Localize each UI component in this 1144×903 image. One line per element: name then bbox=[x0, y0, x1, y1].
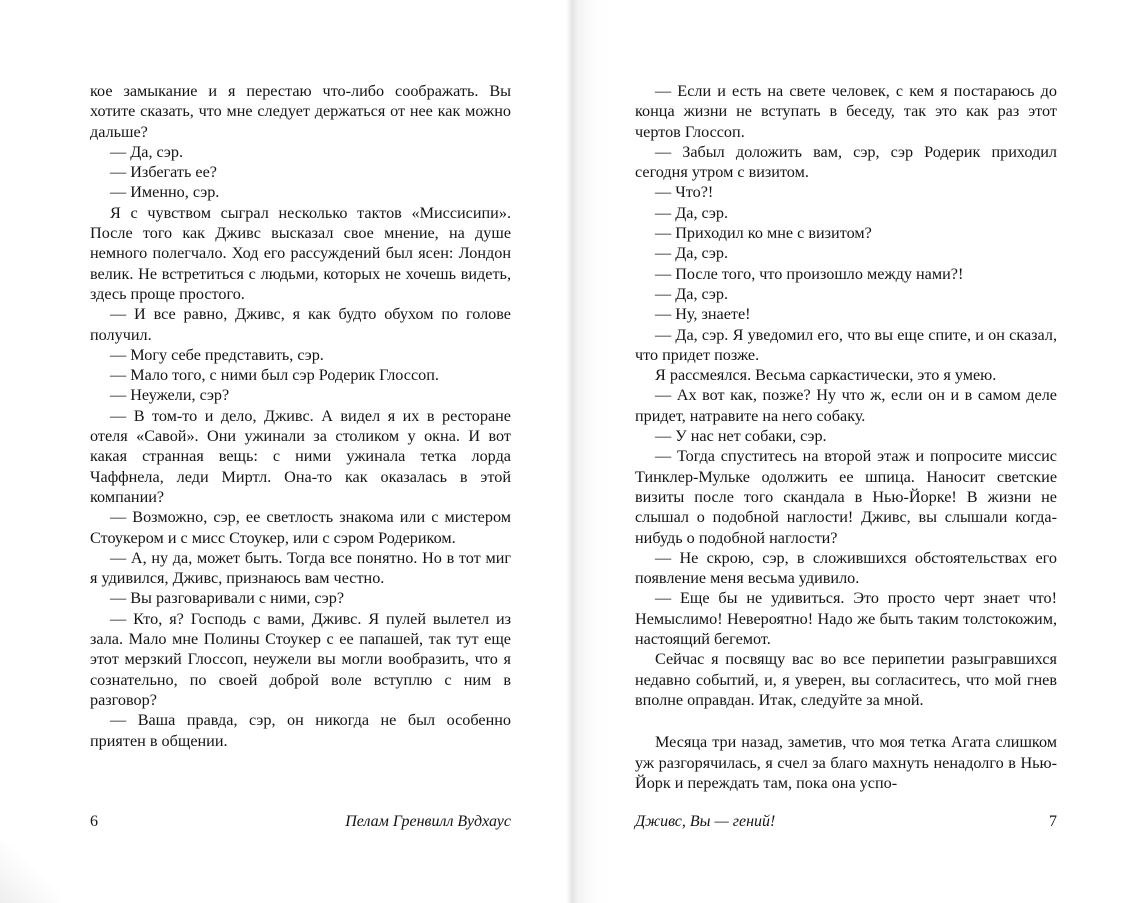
paragraph: Я рассмеялся. Весьма саркастически, это я умею. bbox=[655, 366, 997, 385]
paragraph: — У нас нет собаки, сэр. bbox=[655, 427, 827, 446]
paragraph: — Не скрою, сэр, в сложившихся обстоятельствах его появление меня весьма удивило. bbox=[635, 548, 1057, 588]
right-page bbox=[572, 0, 1144, 903]
paragraph: — В том-то и дело, Дживс. А видел я их в ресторане отеля «Савой». Они ужинали за столиком у окна. И вот какая странная вещь: с ними ужинала тетка лорда Чаффнела, леди Миртл. Она-то как оказалась в этой компании? bbox=[90, 406, 511, 506]
running-head-title: Дживс, Вы — гений! bbox=[635, 813, 776, 830]
paragraph: — Могу себе представить, сэр. bbox=[110, 345, 324, 364]
paragraph: Месяца три назад, заметив, что моя тетка Агата слишком уж разгорячилась, я счел за благо махнуть ненадолго в Нью-Йорк и переждать там, пока она успо- bbox=[635, 733, 1057, 792]
paragraph: — Неужели, сэр? bbox=[110, 386, 230, 405]
paragraph: — Забыл доложить вам, сэр, сэр Родерик приходил сегодня утром с визитом. bbox=[635, 142, 1057, 182]
paragraph: — Приходил ко мне с визитом? bbox=[655, 224, 872, 243]
paragraph: — Что?! bbox=[655, 183, 714, 202]
left-page-text bbox=[90, 81, 511, 751]
paragraph: Сейчас я посвящу вас во все перипетии разыгравшихся недавно событий, и, я уверен, вы согласитесь, что мой гнев вполне оправдан. Итак, следуйте за мной. bbox=[635, 650, 1057, 709]
paragraph: — А, ну да, может быть. Тогда все понятно. Но в тот миг я удивился, Дживс, признаюсь вам честно. bbox=[90, 548, 511, 588]
paragraph: — После того, что произошло между нами?! bbox=[655, 264, 964, 283]
paragraph: — Возможно, сэр, ее светлость знакома или с мистером Стоукером и с мисс Стоукер, или с сэром Родериком. bbox=[90, 508, 511, 547]
paragraph: — Да, сэр. bbox=[110, 142, 184, 161]
paragraph: — Да, сэр. Я уведомил его, что вы еще спите, и он сказал, что придет позже. bbox=[635, 325, 1057, 364]
paragraph: — И все равно, Дживс, я как будто обухом по голове получил. bbox=[90, 305, 511, 344]
paragraph: — Еще бы не удивиться. Это просто черт знает что! Немыслимо! Невероятно! Надо же быть таким толстокожим, настоящий бегемот. bbox=[635, 589, 1057, 649]
paragraph: — Вы разговаривали с ними, сэр? bbox=[110, 589, 345, 608]
paragraph: — Если и есть на свете человек, с кем я постараюсь до конца жизни не вступать в беседу, так это как раз этот чертов Глоссоп. bbox=[635, 82, 1057, 141]
paragraph: — Тогда спуститесь на второй этаж и попросите миссис Тинклер-Мульке одолжить ее шпица. Наносит светские визиты после того скандала в Нью-Йорке! В жизни не слышал о подобной наглости! Дживс, вы слышали когда-нибудь о подобной наглости? bbox=[635, 447, 1057, 547]
page-number: 6 bbox=[90, 813, 98, 830]
page-number: 7 bbox=[1049, 813, 1057, 830]
paragraph: — Избегать ее? bbox=[110, 163, 217, 182]
paragraph: — Да, сэр. bbox=[655, 203, 729, 222]
running-head-author: Пелам Гренвилл Вудхаус bbox=[345, 813, 511, 830]
right-page-text bbox=[635, 81, 1057, 793]
paragraph: — Кто, я? Господь с вами, Дживс. Я пулей вылетел из зала. Мало мне Полины Стоукер с ее папашей, так тут еще этот мерзкий Глоссоп, неужели вы могли вообразить, что я сознательно, по своей доброй воле вступлю с ним в разговор? bbox=[90, 609, 511, 709]
paragraph: — Ну, знаете! bbox=[655, 305, 751, 324]
paragraph: — Ах вот как, позже? Ну что ж, если он и в самом деле придет, натравите на него собаку. bbox=[635, 386, 1057, 425]
paragraph: — Ваша правда, сэр, он никогда не был особенно приятен в общении. bbox=[90, 711, 511, 750]
paragraph: — Да, сэр. bbox=[655, 284, 729, 303]
paragraph: — Да, сэр. bbox=[655, 244, 729, 263]
paragraph: — Именно, сэр. bbox=[110, 183, 220, 202]
paragraph: — Мало того, с ними был сэр Родерик Глоссоп. bbox=[110, 366, 439, 385]
paragraph: кое замыкание и я перестаю что-либо соображать. Вы хотите сказать, что мне следует держаться от нее как можно дальше? bbox=[90, 82, 511, 141]
page-corner-shadow bbox=[0, 843, 60, 903]
paragraph: Я с чувством сыграл несколько тактов «Миссисипи». После того как Дживс высказал свое мнение, на душе немного полегчало. Ход его рассуждений был ясен: Лондон велик. Не встретиться с людьми, которых не хочешь видеть, здесь проще простого. bbox=[90, 203, 511, 303]
